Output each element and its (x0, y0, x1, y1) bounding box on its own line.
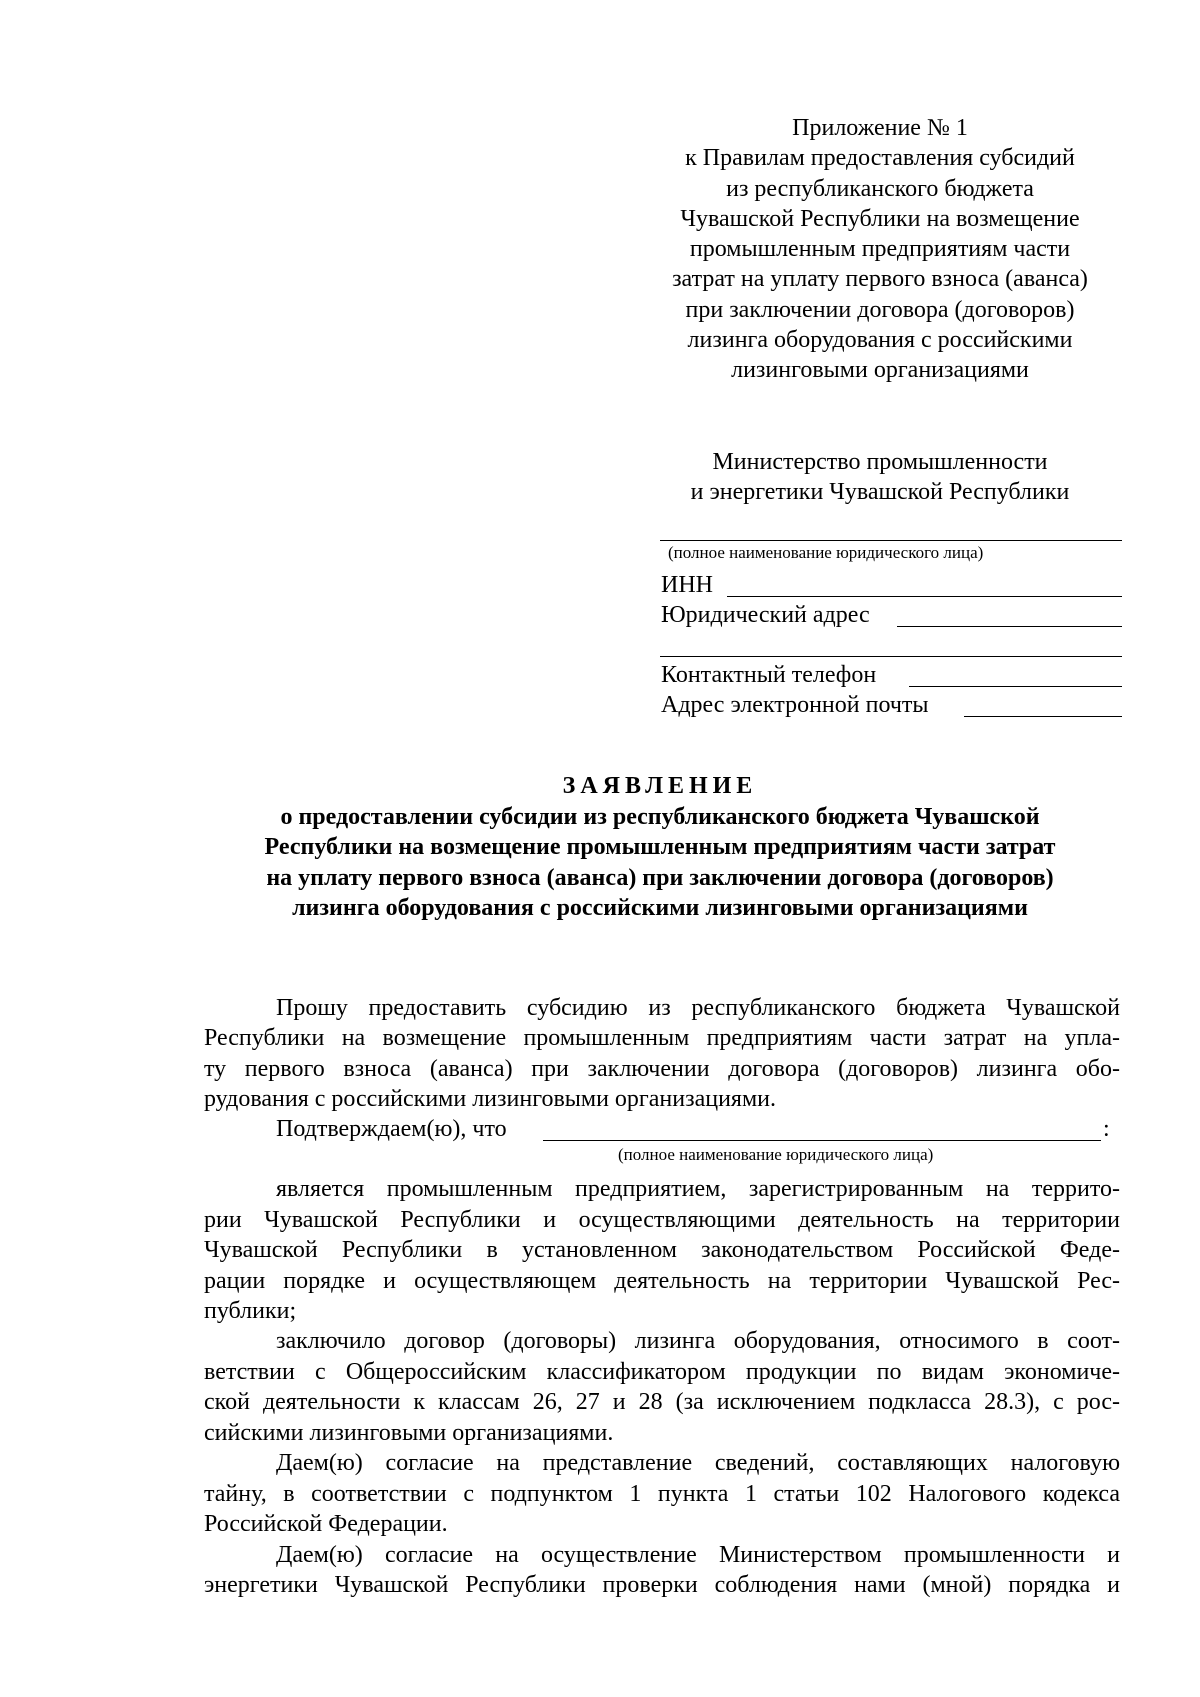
title-line: Республики на возмещение промышленным предприятиям части затрат (264, 834, 1056, 860)
appendix-header (640, 113, 1120, 386)
body-line: Даем(ю) согласие на осуществление Министерством промышленности и (276, 1542, 1120, 1568)
phone-label: Контактный телефон (661, 662, 877, 688)
title-line: на уплату первого взноса (аванса) при заключении договора (договоров) (266, 864, 1054, 891)
appendix-line: к Правилам предоставления субсидий (685, 145, 1075, 172)
body-line: Российской Федерации. (204, 1511, 448, 1537)
applicant-name-note: (полное наименование юридического лица) (668, 543, 984, 562)
phone-field-line[interactable] (909, 686, 1122, 687)
title-line: о предоставлении субсидии из республиканского бюджета Чувашской (280, 803, 1040, 830)
confirm-label: Подтверждаем(ю), что (276, 1116, 507, 1142)
addressee-block (640, 447, 1120, 507)
body-line: рии Чувашской Республики и осуществляющими деятельность на территории (204, 1207, 1120, 1233)
confirm-colon: : (1103, 1116, 1110, 1142)
title-line: лизинга оборудования с российскими лизинговыми организациями (292, 895, 1028, 921)
body-line: Чувашской Республики в установленном законодательством Российской Феде- (204, 1237, 1120, 1263)
appendix-line: Приложение № 1 (792, 115, 968, 141)
body-line: Прошу предоставить субсидию из республиканского бюджета Чувашской (276, 995, 1120, 1021)
appendix-line: лизинга оборудования с российскими (687, 327, 1073, 354)
email-label: Адрес электронной почты (661, 692, 929, 718)
body-line: является промышленным предприятием, зарегистрированным на террито- (276, 1176, 1120, 1202)
inn-label: ИНН (661, 572, 713, 598)
document-title (200, 771, 1120, 924)
email-field-line[interactable] (964, 716, 1122, 717)
appendix-line: промышленным предприятиям части (689, 236, 1071, 263)
applicant-name-line[interactable] (660, 540, 1122, 541)
appendix-line: затрат на уплату первого взноса (аванса) (672, 266, 1088, 293)
body-line: рации порядке и осуществляющем деятельность на территории Чувашской Рес- (204, 1268, 1120, 1294)
legal-address-label: Юридический адрес (661, 602, 870, 628)
body-line: ветствии с Общероссийским классификатором продукции по видам экономиче- (204, 1359, 1120, 1385)
appendix-line: из республиканского бюджета (726, 175, 1034, 202)
confirm-entity-field-line[interactable] (543, 1140, 1101, 1141)
legal-address-field-line[interactable] (897, 626, 1122, 627)
confirm-entity-note: (полное наименование юридического лица) (618, 1145, 934, 1164)
body-line: ской деятельности к классам 26, 27 и 28 (за исключением подкласса 28.3), с рос- (204, 1389, 1120, 1415)
title-heading: ЗАЯВЛЕНИЕ (562, 773, 758, 799)
body-line: ту первого взноса (аванса) при заключении договора (договоров) лизинга обо- (204, 1056, 1120, 1082)
body-line: Даем(ю) согласие на представление сведений, составляющих налоговую (276, 1450, 1120, 1476)
appendix-line: при заключении договора (договоров) (685, 296, 1075, 323)
body-line: Республики на возмещение промышленным предприятиям части затрат на упла- (204, 1025, 1120, 1051)
addressee-line: Министерство промышленности (712, 449, 1048, 475)
body-line: заключило договор (договоры) лизинга оборудования, относимого в соот- (276, 1328, 1120, 1354)
body-line: рудования с российскими лизинговыми организациями. (204, 1086, 777, 1112)
appendix-line: лизинговыми организациями (731, 357, 1029, 384)
appendix-line: Чувашской Республики на возмещение (680, 205, 1080, 232)
body-line: сийскими лизинговыми организациями. (204, 1420, 614, 1446)
body-line: тайну, в соответствии с подпунктом 1 пункта 1 статьи 102 Налогового кодекса (204, 1481, 1120, 1507)
inn-field-line[interactable] (727, 596, 1122, 597)
legal-address-second-line[interactable] (660, 656, 1122, 657)
addressee-line: и энергетики Чувашской Республики (690, 479, 1070, 505)
body-line: публики; (204, 1298, 297, 1324)
body-line: энергетики Чувашской Республики проверки соблюдения нами (мной) порядка и (204, 1572, 1120, 1598)
